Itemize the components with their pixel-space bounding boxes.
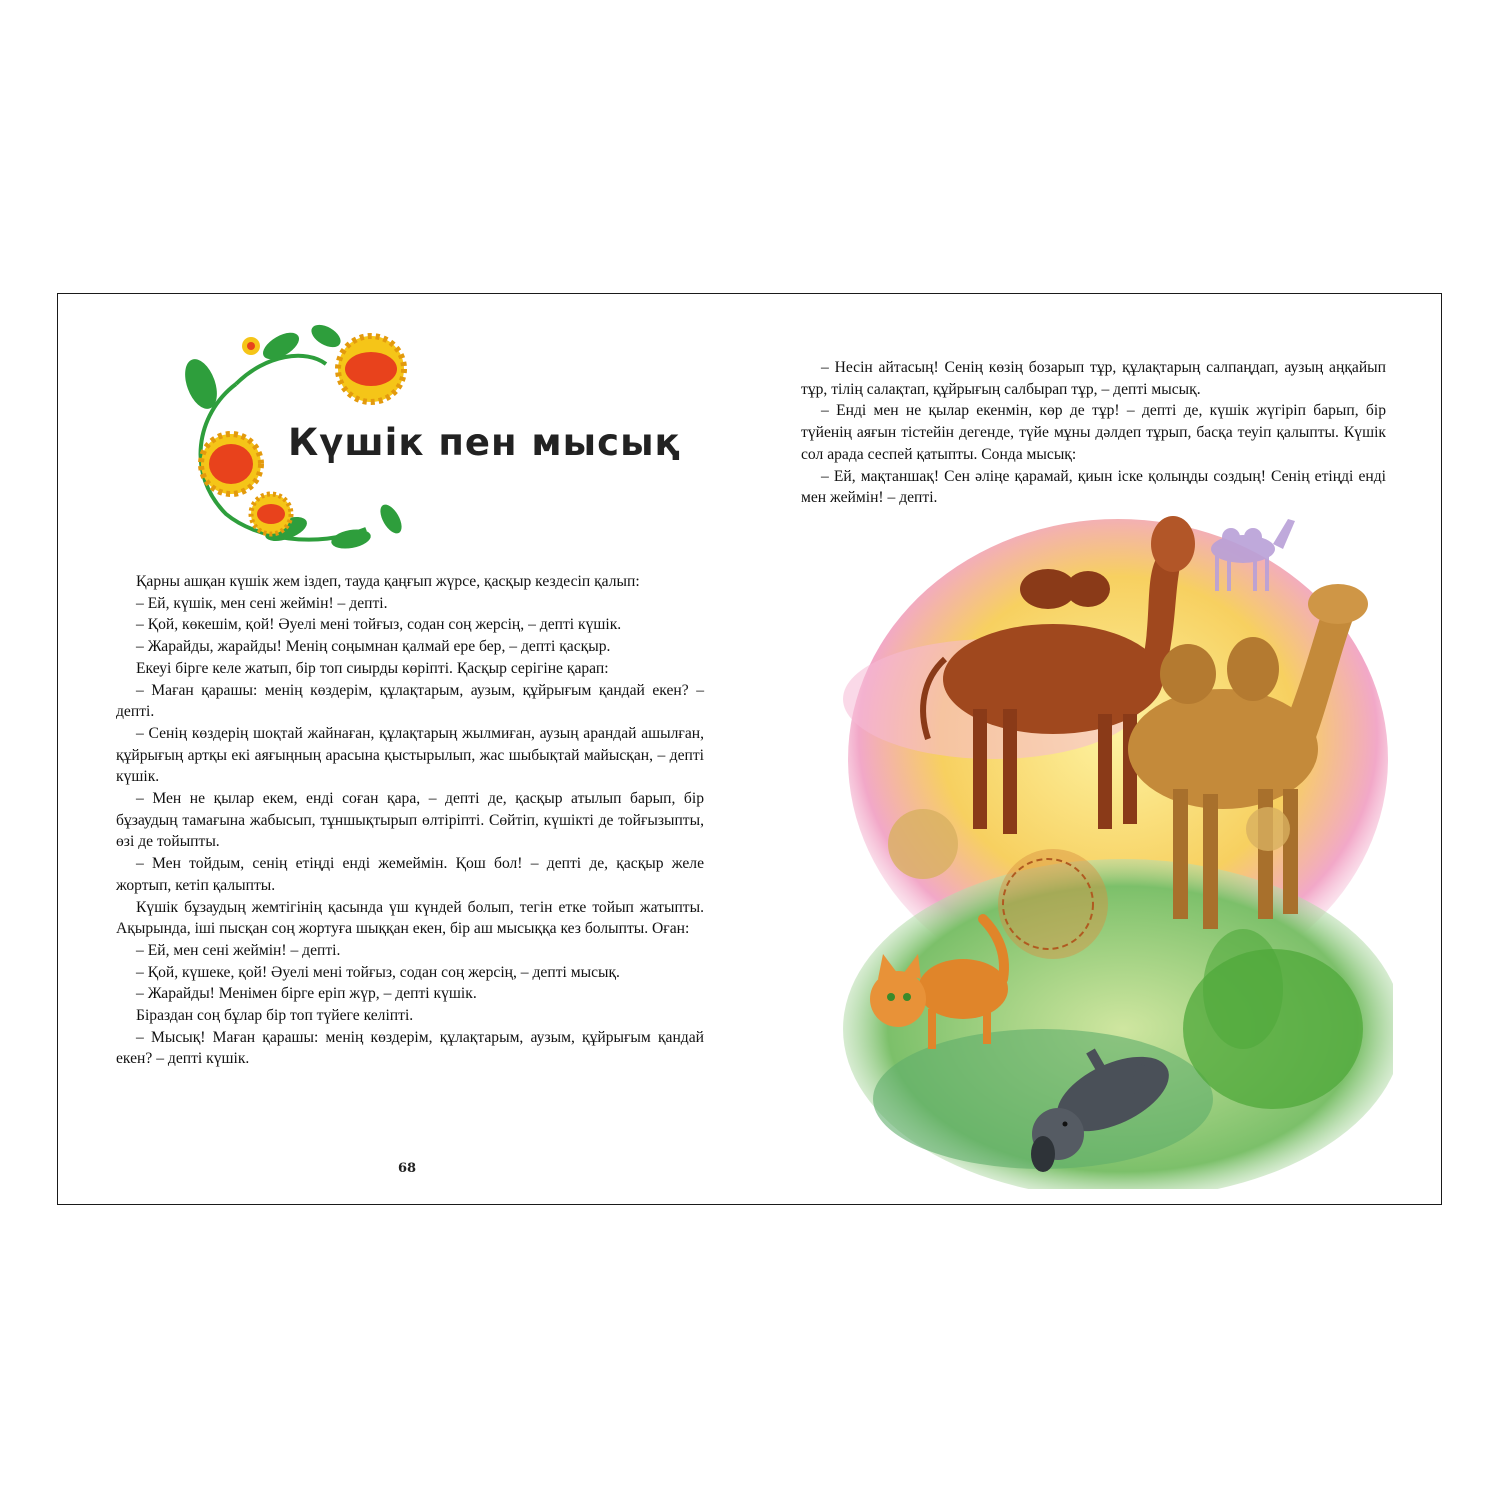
page-number: 68 (398, 1161, 417, 1176)
paragraph: – Жарайды! Менімен бірге еріп жүр, – депті күшік. (136, 985, 477, 1003)
paragraph: – Ей, мен сені жеймін! – депті. (136, 941, 341, 959)
left-page (58, 294, 758, 1204)
paragraph: – Мен тойдым, сенің етіңді енді жемеймін. Қош бол! – депті де, қасқыр желе жортып, кетіп қалыпты. (116, 855, 704, 894)
paragraph: Қарны ашқан күшік жем іздеп, тауда қаңғып жүрсе, қасқыр кездесіп қалып: (136, 573, 640, 590)
paragraph: – Қой, күшеке, қой! Әуелі мені тойғыз, содан соң жерсің, – депті мысық. (136, 963, 620, 981)
right-page (758, 294, 1443, 1204)
paragraph: Екеуі бірге келе жатып, бір топ сиырды көріпті. Қасқыр серігіне қарап: (136, 659, 609, 677)
paragraph: – Мысық! Маған қарашы: менің көздерім, құлақтарым, аузым, құйрығым қандай екен? – депті күшік. (116, 1028, 704, 1068)
story-text-right (801, 357, 1386, 509)
paragraph: – Ей, мақтаншақ! Сен әліңе қарамай, қиын іске қолыңды создың! Сенің етіңді енді мен жеймін! – депті. (801, 467, 1386, 507)
paragraph: – Жарайды, жарайды! Менің соңымнан қалмай ере бер, – депті қасқыр. (136, 638, 611, 656)
page-title: Күшік пен мысық (288, 421, 681, 464)
paragraph: – Сенің көздерің шоқтай жайнаған, құлақтарың жылмиған, аузың арандай ашылған, құйрығың артқы екі аяғыңның арасына қыстырылып, жас шыбықтай майысқан, – депті күшік. (116, 724, 704, 786)
paragraph: – Ей, күшік, мен сені жеймін! – депті. (136, 594, 388, 612)
paragraph: – Мен не қылар екем, енді соған қара, – депті де, қасқыр атылып барып, бір бұзаудың тамағына жабысып, тұншықтырып өлтіріпті. Сөйтіп, күшікті де тойғызыпты, өзі де тойыпты. (116, 790, 704, 851)
paragraph: Біраздан соң бұлар бір топ түйеге келіпті. (136, 1007, 414, 1025)
paragraph: – Маған қарашы: менің көздерім, құлақтарым, аузым, құйрығым қандай екен? – депті. (116, 681, 704, 721)
story-text-left (116, 571, 704, 1070)
paragraph: – Енді мен не қылар екенмін, көр де тұр! – депті де, күшік жүгіріп барып, бір түйенің аяғын тістейін дегенде, түйе мұны дәлдеп тұрып, басқа теуіп қалыпты. Күшік сол арада сеспей қатыпты. Сонда мысық: (801, 402, 1386, 463)
paragraph: – Қой, көкешім, қой! Әуелі мені тойғыз, содан соң жерсің, – депті күшік. (136, 616, 622, 634)
book-spread (57, 293, 1442, 1205)
camels-cat-puppy-illustration (843, 509, 1393, 1189)
paragraph: Күшік бұзаудың жемтігінің қасында үш күндей болып, тегін етке тойып жатыпты. Ақырында, іші пысқан соң жортуға шыққан екен, бір аш мысыққа кез болыпты. Оған: (116, 898, 704, 938)
paragraph: – Несін айтасың! Сенің көзің бозарып тұр, құлақтарың салпаңдап, аузың аңқайып тұр, тілің салақтап, құйрығың салбырап тұр, – депті мысық. (801, 359, 1386, 398)
